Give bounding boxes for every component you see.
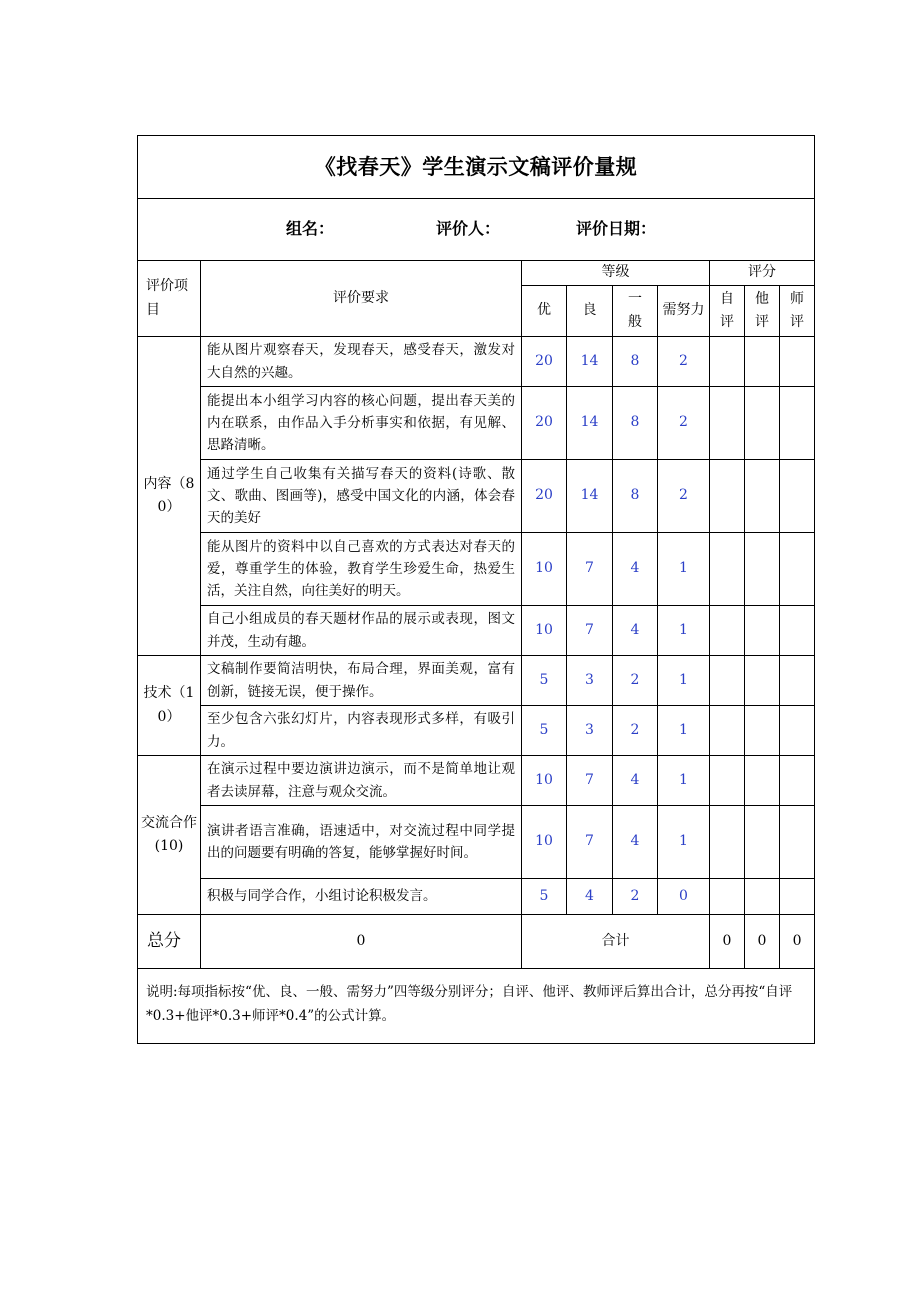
scorer-self: 自评 bbox=[710, 286, 745, 337]
score-teacher[interactable] bbox=[780, 606, 815, 656]
score-peer[interactable] bbox=[745, 756, 780, 806]
criteria-row bbox=[138, 879, 815, 915]
score-peer[interactable] bbox=[745, 460, 780, 533]
grade-average: 一般 bbox=[613, 286, 658, 337]
points-average: 4 bbox=[613, 533, 658, 606]
points-excellent: 10 bbox=[522, 533, 567, 606]
requirement-text: 能从图片观察春天，发现春天，感受春天，激发对大自然的兴趣。 bbox=[201, 337, 522, 387]
criteria-row bbox=[138, 533, 815, 606]
score-self[interactable] bbox=[710, 706, 745, 756]
points-needs-work: 1 bbox=[658, 656, 710, 706]
points-excellent: 20 bbox=[522, 460, 567, 533]
score-teacher[interactable] bbox=[780, 460, 815, 533]
points-excellent: 10 bbox=[522, 806, 567, 879]
score-teacher[interactable] bbox=[780, 533, 815, 606]
sum-label: 合计 bbox=[522, 915, 710, 969]
points-needs-work: 1 bbox=[658, 706, 710, 756]
points-good: 7 bbox=[567, 806, 613, 879]
score-peer[interactable] bbox=[745, 706, 780, 756]
points-excellent: 5 bbox=[522, 656, 567, 706]
points-needs-work: 1 bbox=[658, 806, 710, 879]
header-score: 评分 bbox=[710, 261, 815, 286]
points-excellent: 5 bbox=[522, 879, 567, 915]
score-peer[interactable] bbox=[745, 606, 780, 656]
requirement-text: 能从图片的资料中以自己喜欢的方式表达对春天的爱，尊重学生的体验，教育学生珍爱生命，热爱生活，关注自然，向往美好的明天。 bbox=[201, 533, 522, 606]
score-self[interactable] bbox=[710, 460, 745, 533]
points-average: 2 bbox=[613, 656, 658, 706]
grade-needs-work: 需努力 bbox=[658, 286, 710, 337]
points-needs-work: 2 bbox=[658, 460, 710, 533]
header-requirement: 评价要求 bbox=[201, 261, 522, 337]
scorer-teacher: 师评 bbox=[780, 286, 815, 337]
total-label: 总分 bbox=[138, 915, 201, 969]
requirement-text: 通过学生自己收集有关描写春天的资料(诗歌、散文、歌曲、图画等)，感受中国文化的内涵，体会春天的美好 bbox=[201, 460, 522, 533]
points-average: 8 bbox=[613, 387, 658, 460]
points-needs-work: 1 bbox=[658, 606, 710, 656]
date-label: 评价日期： bbox=[576, 219, 657, 239]
score-peer[interactable] bbox=[745, 387, 780, 460]
points-good: 7 bbox=[567, 756, 613, 806]
points-good: 3 bbox=[567, 706, 613, 756]
points-excellent: 10 bbox=[522, 756, 567, 806]
score-teacher[interactable] bbox=[780, 756, 815, 806]
score-self[interactable] bbox=[710, 533, 745, 606]
criteria-row bbox=[138, 337, 815, 387]
requirement-text: 文稿制作要简洁明快，布局合理，界面美观，富有创新，链接无误，便于操作。 bbox=[201, 656, 522, 706]
points-needs-work: 1 bbox=[658, 756, 710, 806]
criteria-row bbox=[138, 387, 815, 460]
points-excellent: 10 bbox=[522, 606, 567, 656]
rubric-table bbox=[137, 135, 815, 1044]
points-excellent: 5 bbox=[522, 706, 567, 756]
total-value: 0 bbox=[201, 915, 522, 969]
points-good: 3 bbox=[567, 656, 613, 706]
group-label: 组名： bbox=[286, 219, 335, 239]
score-teacher[interactable] bbox=[780, 656, 815, 706]
criteria-row bbox=[138, 806, 815, 879]
points-good: 4 bbox=[567, 879, 613, 915]
criteria-row bbox=[138, 606, 815, 656]
footnote: 说明:每项指标按“优、良、一般、需努力”四等级分别评分；自评、他评、教师评后算出合计，总分再按“自评*0.3+他评*0.3+师评*0.4”的公式计算。 bbox=[138, 969, 815, 1044]
points-needs-work: 2 bbox=[658, 337, 710, 387]
score-teacher[interactable] bbox=[780, 879, 815, 915]
score-peer[interactable] bbox=[745, 533, 780, 606]
meta-row bbox=[138, 199, 815, 261]
points-excellent: 20 bbox=[522, 387, 567, 460]
score-teacher[interactable] bbox=[780, 706, 815, 756]
points-average: 8 bbox=[613, 337, 658, 387]
requirement-text: 自己小组成员的春天题材作品的展示或表现，图文并茂，生动有趣。 bbox=[201, 606, 522, 656]
points-average: 4 bbox=[613, 806, 658, 879]
score-peer[interactable] bbox=[745, 879, 780, 915]
grade-good: 良 bbox=[567, 286, 613, 337]
criteria-row bbox=[138, 460, 815, 533]
points-average: 8 bbox=[613, 460, 658, 533]
criteria-row bbox=[138, 656, 815, 706]
points-needs-work: 1 bbox=[658, 533, 710, 606]
header-item: 评价项目 bbox=[138, 261, 201, 337]
criteria-row bbox=[138, 756, 815, 806]
score-self[interactable] bbox=[710, 387, 745, 460]
category-cell: 技术（10） bbox=[138, 656, 201, 756]
points-needs-work: 0 bbox=[658, 879, 710, 915]
score-teacher[interactable] bbox=[780, 387, 815, 460]
header-grade: 等级 bbox=[522, 261, 710, 286]
score-peer[interactable] bbox=[745, 806, 780, 879]
requirement-text: 演讲者语言准确，语速适中，对交流过程中同学提出的问题要有明确的答复，能够掌握好时间。 bbox=[201, 806, 522, 879]
scorer-peer: 他评 bbox=[745, 286, 780, 337]
points-average: 2 bbox=[613, 879, 658, 915]
score-self[interactable] bbox=[710, 656, 745, 706]
points-excellent: 20 bbox=[522, 337, 567, 387]
points-good: 14 bbox=[567, 387, 613, 460]
score-peer[interactable] bbox=[745, 337, 780, 387]
points-good: 7 bbox=[567, 533, 613, 606]
criteria-row bbox=[138, 706, 815, 756]
score-self[interactable] bbox=[710, 337, 745, 387]
points-good: 14 bbox=[567, 337, 613, 387]
sum-self: 0 bbox=[710, 915, 745, 969]
category-cell: 内容（80） bbox=[138, 337, 201, 656]
points-average: 2 bbox=[613, 706, 658, 756]
points-average: 4 bbox=[613, 606, 658, 656]
requirement-text: 积极与同学合作，小组讨论积极发言。 bbox=[201, 879, 522, 915]
score-self[interactable] bbox=[710, 756, 745, 806]
points-good: 14 bbox=[567, 460, 613, 533]
requirement-text: 在演示过程中要边演讲边演示，而不是简单地让观者去读屏幕，注意与观众交流。 bbox=[201, 756, 522, 806]
page-title: 《找春天》学生演示文稿评价量规 bbox=[138, 136, 815, 199]
grade-excellent: 优 bbox=[522, 286, 567, 337]
points-average: 4 bbox=[613, 756, 658, 806]
evaluator-label: 评价人： bbox=[436, 219, 501, 239]
points-needs-work: 2 bbox=[658, 387, 710, 460]
requirement-text: 能提出本小组学习内容的核心问题，提出春天美的内在联系，由作品入手分析事实和依据，有见解、思路清晰。 bbox=[201, 387, 522, 460]
score-self[interactable] bbox=[710, 806, 745, 879]
score-self[interactable] bbox=[710, 606, 745, 656]
sum-peer: 0 bbox=[745, 915, 780, 969]
sum-teacher: 0 bbox=[780, 915, 815, 969]
points-good: 7 bbox=[567, 606, 613, 656]
category-cell: 交流合作(10) bbox=[138, 756, 201, 915]
score-self[interactable] bbox=[710, 879, 745, 915]
score-teacher[interactable] bbox=[780, 806, 815, 879]
score-teacher[interactable] bbox=[780, 337, 815, 387]
score-peer[interactable] bbox=[745, 656, 780, 706]
requirement-text: 至少包含六张幻灯片，内容表现形式多样，有吸引力。 bbox=[201, 706, 522, 756]
